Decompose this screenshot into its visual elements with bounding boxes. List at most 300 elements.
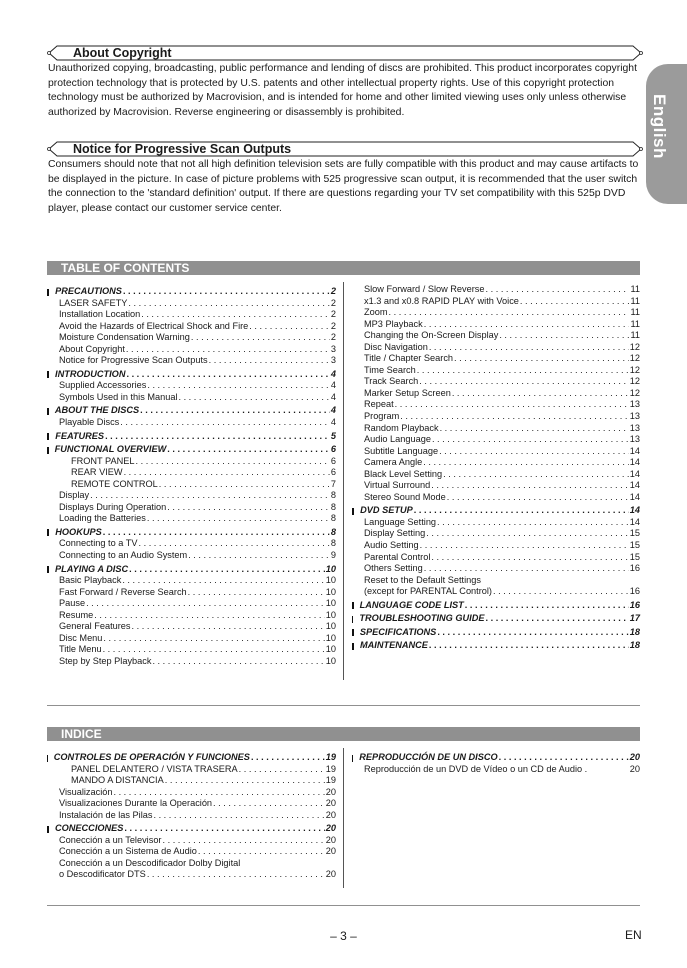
toc-entry xyxy=(47,764,336,776)
leader-dots xyxy=(113,787,324,799)
toc-entry xyxy=(352,423,640,435)
toc-entry-page: 4 xyxy=(330,380,336,391)
leader-dots xyxy=(499,752,629,764)
toc-entry-label: Conección a un Descodificador Dolby Digital xyxy=(59,857,241,868)
square-bullet-icon xyxy=(352,629,354,636)
toc-entry xyxy=(352,330,640,342)
toc-entry-label: TROUBLESHOOTING GUIDE xyxy=(359,613,485,624)
toc-entry xyxy=(47,502,336,514)
toc-entry-page: 15 xyxy=(629,551,640,562)
column-divider xyxy=(343,282,344,680)
leader-dots xyxy=(493,586,629,598)
leader-dots xyxy=(395,399,629,411)
toc-entry xyxy=(47,490,336,502)
toc-entry xyxy=(47,344,336,356)
toc-entry-label: Displays During Operation xyxy=(59,501,167,512)
section-title: Notice for Progressive Scan Outputs xyxy=(73,142,292,156)
toc-entry xyxy=(47,456,336,468)
leader-dots xyxy=(147,869,325,881)
toc-entry-page: 19 xyxy=(325,763,336,774)
toc-entry-page: 13 xyxy=(629,422,640,433)
toc-entry-label: Connecting to an Audio System xyxy=(59,550,188,561)
leader-dots xyxy=(198,846,325,858)
toc-entry-label: Instalación de las Pilas xyxy=(59,809,153,820)
toc-entry-label: (except for PARENTAL Control) xyxy=(364,586,492,597)
toc-entry xyxy=(47,392,336,404)
toc-entry-label: Playable Discs xyxy=(59,417,120,428)
leader-dots xyxy=(90,490,330,502)
leader-dots xyxy=(454,353,629,365)
toc-entry-page: 14 xyxy=(629,480,640,491)
toc-bottom-rule xyxy=(47,705,640,706)
toc-entry-label: Display Setting xyxy=(364,528,426,539)
toc-entry-label: Time Search xyxy=(364,364,416,375)
page-number: – 3 – xyxy=(330,929,357,943)
toc-entry xyxy=(352,307,640,319)
toc-entry-page: 11 xyxy=(630,284,640,294)
leader-dots xyxy=(423,457,629,469)
toc-entry-label: x1.3 and x0.8 RAPID PLAY with Voice xyxy=(364,295,519,306)
toc-entry-page: 13 xyxy=(629,434,640,445)
toc-entry-label: PANEL DELANTERO / VISTA TRASERA xyxy=(71,763,238,774)
toc-entry-label: LANGUAGE CODE LIST xyxy=(359,599,464,610)
toc-entry-page: 20 xyxy=(325,869,336,880)
toc-entry-label: Visualización xyxy=(59,786,113,797)
toc-section-heading xyxy=(47,823,336,835)
toc-entry-page: 2 xyxy=(330,297,336,308)
leader-dots xyxy=(167,444,330,456)
toc-entry xyxy=(352,457,640,469)
toc-entry-label: Step by Step Playback xyxy=(59,655,152,666)
toc-entry-page: 2 xyxy=(330,286,336,296)
leader-dots xyxy=(103,527,330,539)
toc-section-heading xyxy=(47,564,336,576)
toc-entry-page: 18 xyxy=(629,640,640,651)
toc-entry xyxy=(352,540,640,552)
toc-title-bar: TABLE OF CONTENTS xyxy=(47,261,640,275)
leader-dots xyxy=(417,365,629,377)
toc-entry xyxy=(47,332,336,344)
toc-entry-page: 8 xyxy=(330,513,336,524)
leader-dots xyxy=(249,321,330,333)
toc-entry-page: 13 xyxy=(629,399,640,410)
toc-entry xyxy=(47,513,336,525)
square-bullet-icon xyxy=(47,371,49,378)
leader-dots xyxy=(122,575,324,587)
toc-entry-page: 15 xyxy=(629,540,640,551)
toc-entry-label: Changing the On-Screen Display xyxy=(364,330,499,341)
toc-entry-page: 14 xyxy=(629,505,640,516)
toc-entry xyxy=(352,434,640,446)
toc-entry-page: 14 xyxy=(629,445,640,456)
toc-entry-page: 11 xyxy=(630,330,640,341)
leader-dots xyxy=(135,456,329,468)
toc-entry-page: 6 xyxy=(330,467,336,478)
toc-entry-label: Pause xyxy=(59,598,86,609)
leader-dots xyxy=(424,319,630,331)
toc-entry xyxy=(352,376,640,388)
leader-dots xyxy=(103,644,325,656)
toc-entry-page: 5 xyxy=(330,430,336,441)
toc-entry xyxy=(352,399,640,411)
toc-entry xyxy=(47,355,336,367)
toc-entry-label: Camera Angle xyxy=(364,457,423,468)
toc-entry-label: Parental Control xyxy=(364,551,431,562)
toc-entry-label: Visualizaciones Durante la Operación xyxy=(59,798,213,809)
leader-dots xyxy=(132,621,325,633)
toc-entry-page: 17 xyxy=(629,613,640,624)
toc-left-column xyxy=(47,284,336,668)
toc-entry xyxy=(352,319,640,331)
leader-dots xyxy=(126,369,329,381)
toc-section-heading xyxy=(352,627,640,639)
leader-dots xyxy=(452,388,629,400)
toc-entry xyxy=(352,563,640,575)
toc-entry xyxy=(47,621,336,633)
toc-section-heading xyxy=(47,752,336,764)
toc-entry-label: Disc Navigation xyxy=(364,341,428,352)
toc-entry-label: o Descodificator DTS xyxy=(59,869,146,880)
indice-right-column xyxy=(352,750,640,775)
toc-entry-page: 20 xyxy=(325,823,336,834)
square-bullet-icon xyxy=(47,289,49,296)
toc-section-heading xyxy=(47,405,336,417)
toc-entry-label: MAINTENANCE xyxy=(360,640,428,651)
leader-dots xyxy=(141,309,330,321)
toc-entry xyxy=(47,550,336,562)
toc-entry xyxy=(352,353,640,365)
toc-entry-label: Conección a un Televisor xyxy=(59,834,162,845)
toc-entry-page: 11 xyxy=(630,318,640,329)
toc-entry-label: MANDO A DISTANCIA xyxy=(71,775,164,786)
toc-entry xyxy=(47,587,336,599)
leader-dots xyxy=(152,656,324,668)
toc-entry xyxy=(352,764,640,776)
toc-entry-label: HOOKUPS xyxy=(55,526,102,537)
toc-entry-label: Audio Language xyxy=(364,434,431,445)
leader-dots xyxy=(465,600,629,612)
square-bullet-icon xyxy=(47,755,48,762)
toc-entry xyxy=(47,575,336,587)
language-tab-label: English xyxy=(650,94,669,159)
leader-dots xyxy=(124,467,330,479)
toc-entry-page: 6 xyxy=(330,455,336,466)
toc-entry-label: Display xyxy=(59,490,90,501)
toc-entry-page: 12 xyxy=(629,364,640,375)
toc-entry xyxy=(352,284,640,296)
toc-entry xyxy=(352,296,640,308)
toc-entry-label: Others Setting xyxy=(364,563,423,574)
toc-entry xyxy=(47,479,336,491)
toc-entry-page: 9 xyxy=(330,550,336,561)
leader-dots xyxy=(419,376,628,388)
toc-entry xyxy=(47,798,336,810)
toc-entry xyxy=(47,787,336,799)
leader-dots xyxy=(437,517,629,529)
toc-entry-page: 10 xyxy=(325,598,336,609)
leader-dots xyxy=(213,798,325,810)
toc-entry xyxy=(47,610,336,622)
toc-section-heading xyxy=(47,527,336,539)
square-bullet-icon xyxy=(352,755,353,762)
toc-entry-page: 20 xyxy=(325,834,336,845)
toc-entry-page: 12 xyxy=(629,341,640,352)
toc-entry-label: Title / Chapter Search xyxy=(364,353,454,364)
toc-entry xyxy=(352,365,640,377)
toc-entry-label: Repeat xyxy=(364,399,394,410)
leader-dots xyxy=(191,332,330,344)
toc-entry-label: Conección a un Sistema de Audio xyxy=(59,846,197,857)
toc-entry-page: 10 xyxy=(325,609,336,620)
leader-dots xyxy=(86,598,325,610)
toc-entry-label: CONECCIONES xyxy=(55,823,124,834)
indice-left-column xyxy=(47,750,336,881)
leader-dots xyxy=(105,431,330,443)
leader-dots xyxy=(447,492,629,504)
square-bullet-icon xyxy=(47,529,49,536)
progressive-notice-header xyxy=(47,140,640,158)
leader-dots xyxy=(188,550,330,562)
toc-entry-page: 12 xyxy=(629,376,640,387)
language-code: EN xyxy=(625,928,642,942)
leader-dots xyxy=(431,480,629,492)
toc-entry-page: 8 xyxy=(330,538,336,549)
leader-dots xyxy=(486,284,630,296)
leader-dots xyxy=(167,502,330,514)
toc-entry-label: Marker Setup Screen xyxy=(364,387,451,398)
toc-entry-page: 6 xyxy=(330,444,336,455)
toc-entry xyxy=(47,858,336,870)
toc-entry xyxy=(352,575,640,587)
square-bullet-icon xyxy=(352,602,354,609)
toc-entry xyxy=(352,411,640,423)
toc-entry xyxy=(47,835,336,847)
toc-entry-label: Resume xyxy=(59,609,94,620)
toc-entry-page: 16 xyxy=(629,563,640,574)
toc-entry-page: 13 xyxy=(629,411,640,422)
toc-entry-label: Random Playback xyxy=(364,422,439,433)
toc-entry-label: MP3 Playback xyxy=(364,318,423,329)
toc-entry-label: Language Setting xyxy=(364,516,437,527)
toc-entry xyxy=(47,309,336,321)
toc-entry-label: Connecting to a TV xyxy=(59,538,138,549)
toc-entry-label: Zoom xyxy=(364,307,388,318)
toc-entry-page: 11 xyxy=(630,295,640,306)
toc-entry-page: 20 xyxy=(325,846,336,857)
toc-right-column xyxy=(352,284,640,652)
toc-entry-page: 4 xyxy=(330,417,336,428)
leader-dots xyxy=(129,564,325,576)
toc-entry-page: 20 xyxy=(325,798,336,809)
toc-entry-page: 2 xyxy=(330,332,336,343)
toc-entry xyxy=(352,586,640,598)
toc-entry-label: PRECAUTIONS xyxy=(55,286,122,296)
leader-dots xyxy=(400,411,629,423)
square-bullet-icon xyxy=(47,826,49,833)
toc-section-heading xyxy=(352,613,640,625)
toc-entry-label: About Copyright xyxy=(59,343,125,354)
toc-section-heading xyxy=(352,505,640,517)
toc-entry-page: 4 xyxy=(330,391,336,402)
toc-entry xyxy=(47,869,336,881)
toc-entry-page: 8 xyxy=(330,501,336,512)
toc-entry-page: 16 xyxy=(629,599,640,610)
toc-entry-page: 15 xyxy=(629,528,640,539)
toc-entry-label: CONTROLES DE OPERACIÓN Y FUNCIONES xyxy=(53,752,250,762)
toc-entry xyxy=(47,321,336,333)
toc-entry-label: Audio Setting xyxy=(364,540,419,551)
toc-section-heading xyxy=(352,752,640,764)
toc-entry-page: 18 xyxy=(629,626,640,637)
toc-entry xyxy=(352,552,640,564)
toc-entry-page: 4 xyxy=(330,405,336,416)
toc-entry-label: Notice for Progressive Scan Outputs xyxy=(59,355,208,366)
toc-entry-label: Program xyxy=(364,411,400,422)
toc-entry xyxy=(352,528,640,540)
toc-entry-label: Avoid the Hazards of Electrical Shock and Fire xyxy=(59,320,249,331)
toc-entry-label: FEATURES xyxy=(55,430,105,441)
indice-title-bar: INDICE xyxy=(47,727,640,741)
toc-entry-page: 19 xyxy=(325,775,336,786)
toc-entry xyxy=(352,469,640,481)
toc-entry-label: FUNCTIONAL OVERVIEW xyxy=(54,444,167,455)
toc-entry xyxy=(47,380,336,392)
square-bullet-icon xyxy=(47,566,49,573)
toc-entry-page: 16 xyxy=(629,586,640,597)
toc-entry xyxy=(47,644,336,656)
toc-entry xyxy=(47,538,336,550)
leader-dots xyxy=(94,610,325,622)
leader-dots xyxy=(162,835,324,847)
toc-entry xyxy=(47,846,336,858)
toc-entry-page: 10 xyxy=(325,575,336,586)
toc-entry xyxy=(352,446,640,458)
toc-entry-page: 2 xyxy=(330,309,336,320)
square-bullet-icon xyxy=(47,447,49,454)
toc-section-heading xyxy=(352,640,640,652)
toc-entry-page: 12 xyxy=(629,387,640,398)
leader-dots xyxy=(126,344,330,356)
toc-section-heading xyxy=(47,431,336,443)
leader-dots xyxy=(123,286,330,298)
toc-entry-label: ABOUT THE DISCS xyxy=(54,405,140,416)
toc-entry-page: 4 xyxy=(330,368,336,379)
toc-entry-page: 20 xyxy=(629,752,640,762)
toc-entry-label: Moisture Condensation Warning xyxy=(59,332,190,343)
about-copyright-header xyxy=(47,44,640,62)
toc-entry-page: 10 xyxy=(325,563,336,574)
leader-dots xyxy=(124,823,324,835)
leader-dots xyxy=(251,752,325,764)
square-bullet-icon xyxy=(352,616,353,623)
toc-entry-page: 7 xyxy=(330,478,336,489)
square-bullet-icon xyxy=(47,408,49,415)
toc-entry xyxy=(352,480,640,492)
leader-dots xyxy=(426,528,628,540)
leader-dots xyxy=(153,810,324,822)
toc-entry-page: 14 xyxy=(629,468,640,479)
copyright-paragraph: Unauthorized copying, broadcasting, public performance and lending of discs are prohibited. This product incorporates copyright protection technology that is protected by U.S. patents and other intellectual property rights. Use of this copyright protection technology must be authorized by Macrovision, and is intended for home and other limited viewing uses only unless otherwise authorized by Macrovision. Reverse engineering or disassembly is prohibited. xyxy=(48,63,637,118)
toc-entry-page: 10 xyxy=(325,655,336,666)
toc-entry-label: REAR VIEW xyxy=(71,467,123,478)
toc-entry-label: Virtual Surround xyxy=(364,480,431,491)
toc-entry-page: 8 xyxy=(330,526,336,537)
section-title: About Copyright xyxy=(73,46,172,60)
toc-entry-page: 12 xyxy=(629,353,640,364)
leader-dots xyxy=(432,434,629,446)
leader-dots xyxy=(389,307,630,319)
leader-dots xyxy=(147,380,330,392)
toc-entry-page: 10 xyxy=(325,586,336,597)
toc-entry-page: 11 xyxy=(630,307,640,318)
leader-dots xyxy=(485,613,628,625)
toc-entry xyxy=(47,298,336,310)
indice-bottom-rule xyxy=(47,905,640,906)
toc-section-heading xyxy=(47,369,336,381)
toc-entry-page: 14 xyxy=(629,516,640,527)
square-bullet-icon xyxy=(47,433,49,440)
toc-entry-label: Reset to the Default Settings xyxy=(364,574,481,585)
toc-entry xyxy=(352,342,640,354)
toc-entry xyxy=(47,775,336,787)
toc-section-heading xyxy=(47,444,336,456)
toc-entry-label: Loading the Batteries xyxy=(59,513,146,524)
toc-entry-label: REPRODUCCIÓN DE UN DISCO xyxy=(359,752,498,762)
leader-dots xyxy=(439,446,629,458)
toc-entry xyxy=(352,517,640,529)
toc-entry-label: Slow Forward / Slow Reverse xyxy=(364,284,485,294)
toc-entry-label: Fast Forward / Reverse Search xyxy=(59,586,187,597)
toc-entry-label: Title Menu xyxy=(59,644,102,655)
leader-dots xyxy=(188,587,325,599)
toc-entry-label: FRONT PANEL xyxy=(71,455,135,466)
leader-dots xyxy=(103,633,324,645)
toc-entry-label: REMOTE CONTROL xyxy=(71,478,158,489)
toc-entry-label: General Features xyxy=(59,621,131,632)
toc-entry-page: 14 xyxy=(629,457,640,468)
leader-dots xyxy=(429,342,629,354)
toc-entry-label: Installation Location xyxy=(59,309,141,320)
leader-dots xyxy=(429,640,629,652)
leader-dots xyxy=(414,505,629,517)
toc-entry-page: 19 xyxy=(325,752,336,762)
toc-entry-page: 10 xyxy=(325,632,336,643)
leader-dots xyxy=(437,627,628,639)
toc-entry xyxy=(47,417,336,429)
toc-entry xyxy=(47,467,336,479)
leader-dots xyxy=(499,330,629,342)
leader-dots xyxy=(239,764,325,776)
toc-entry-label: SPECIFICATIONS xyxy=(359,626,437,637)
leader-dots xyxy=(159,479,330,491)
leader-dots xyxy=(128,298,329,310)
leader-dots xyxy=(520,296,630,308)
square-bullet-icon xyxy=(352,643,354,650)
toc-entry-page: 14 xyxy=(629,491,640,502)
toc-entry-page: 20 xyxy=(629,763,640,774)
leader-dots xyxy=(178,392,329,404)
leader-dots xyxy=(140,405,330,417)
toc-entry-page: 20 xyxy=(325,809,336,820)
toc-entry xyxy=(47,656,336,668)
toc-entry-page: 8 xyxy=(330,490,336,501)
leader-dots xyxy=(443,469,629,481)
toc-entry-page: 10 xyxy=(325,644,336,655)
leader-dots xyxy=(165,775,325,787)
toc-entry-page: 2 xyxy=(330,320,336,331)
toc-entry-label: Stereo Sound Mode xyxy=(364,491,446,502)
leader-dots xyxy=(147,513,330,525)
